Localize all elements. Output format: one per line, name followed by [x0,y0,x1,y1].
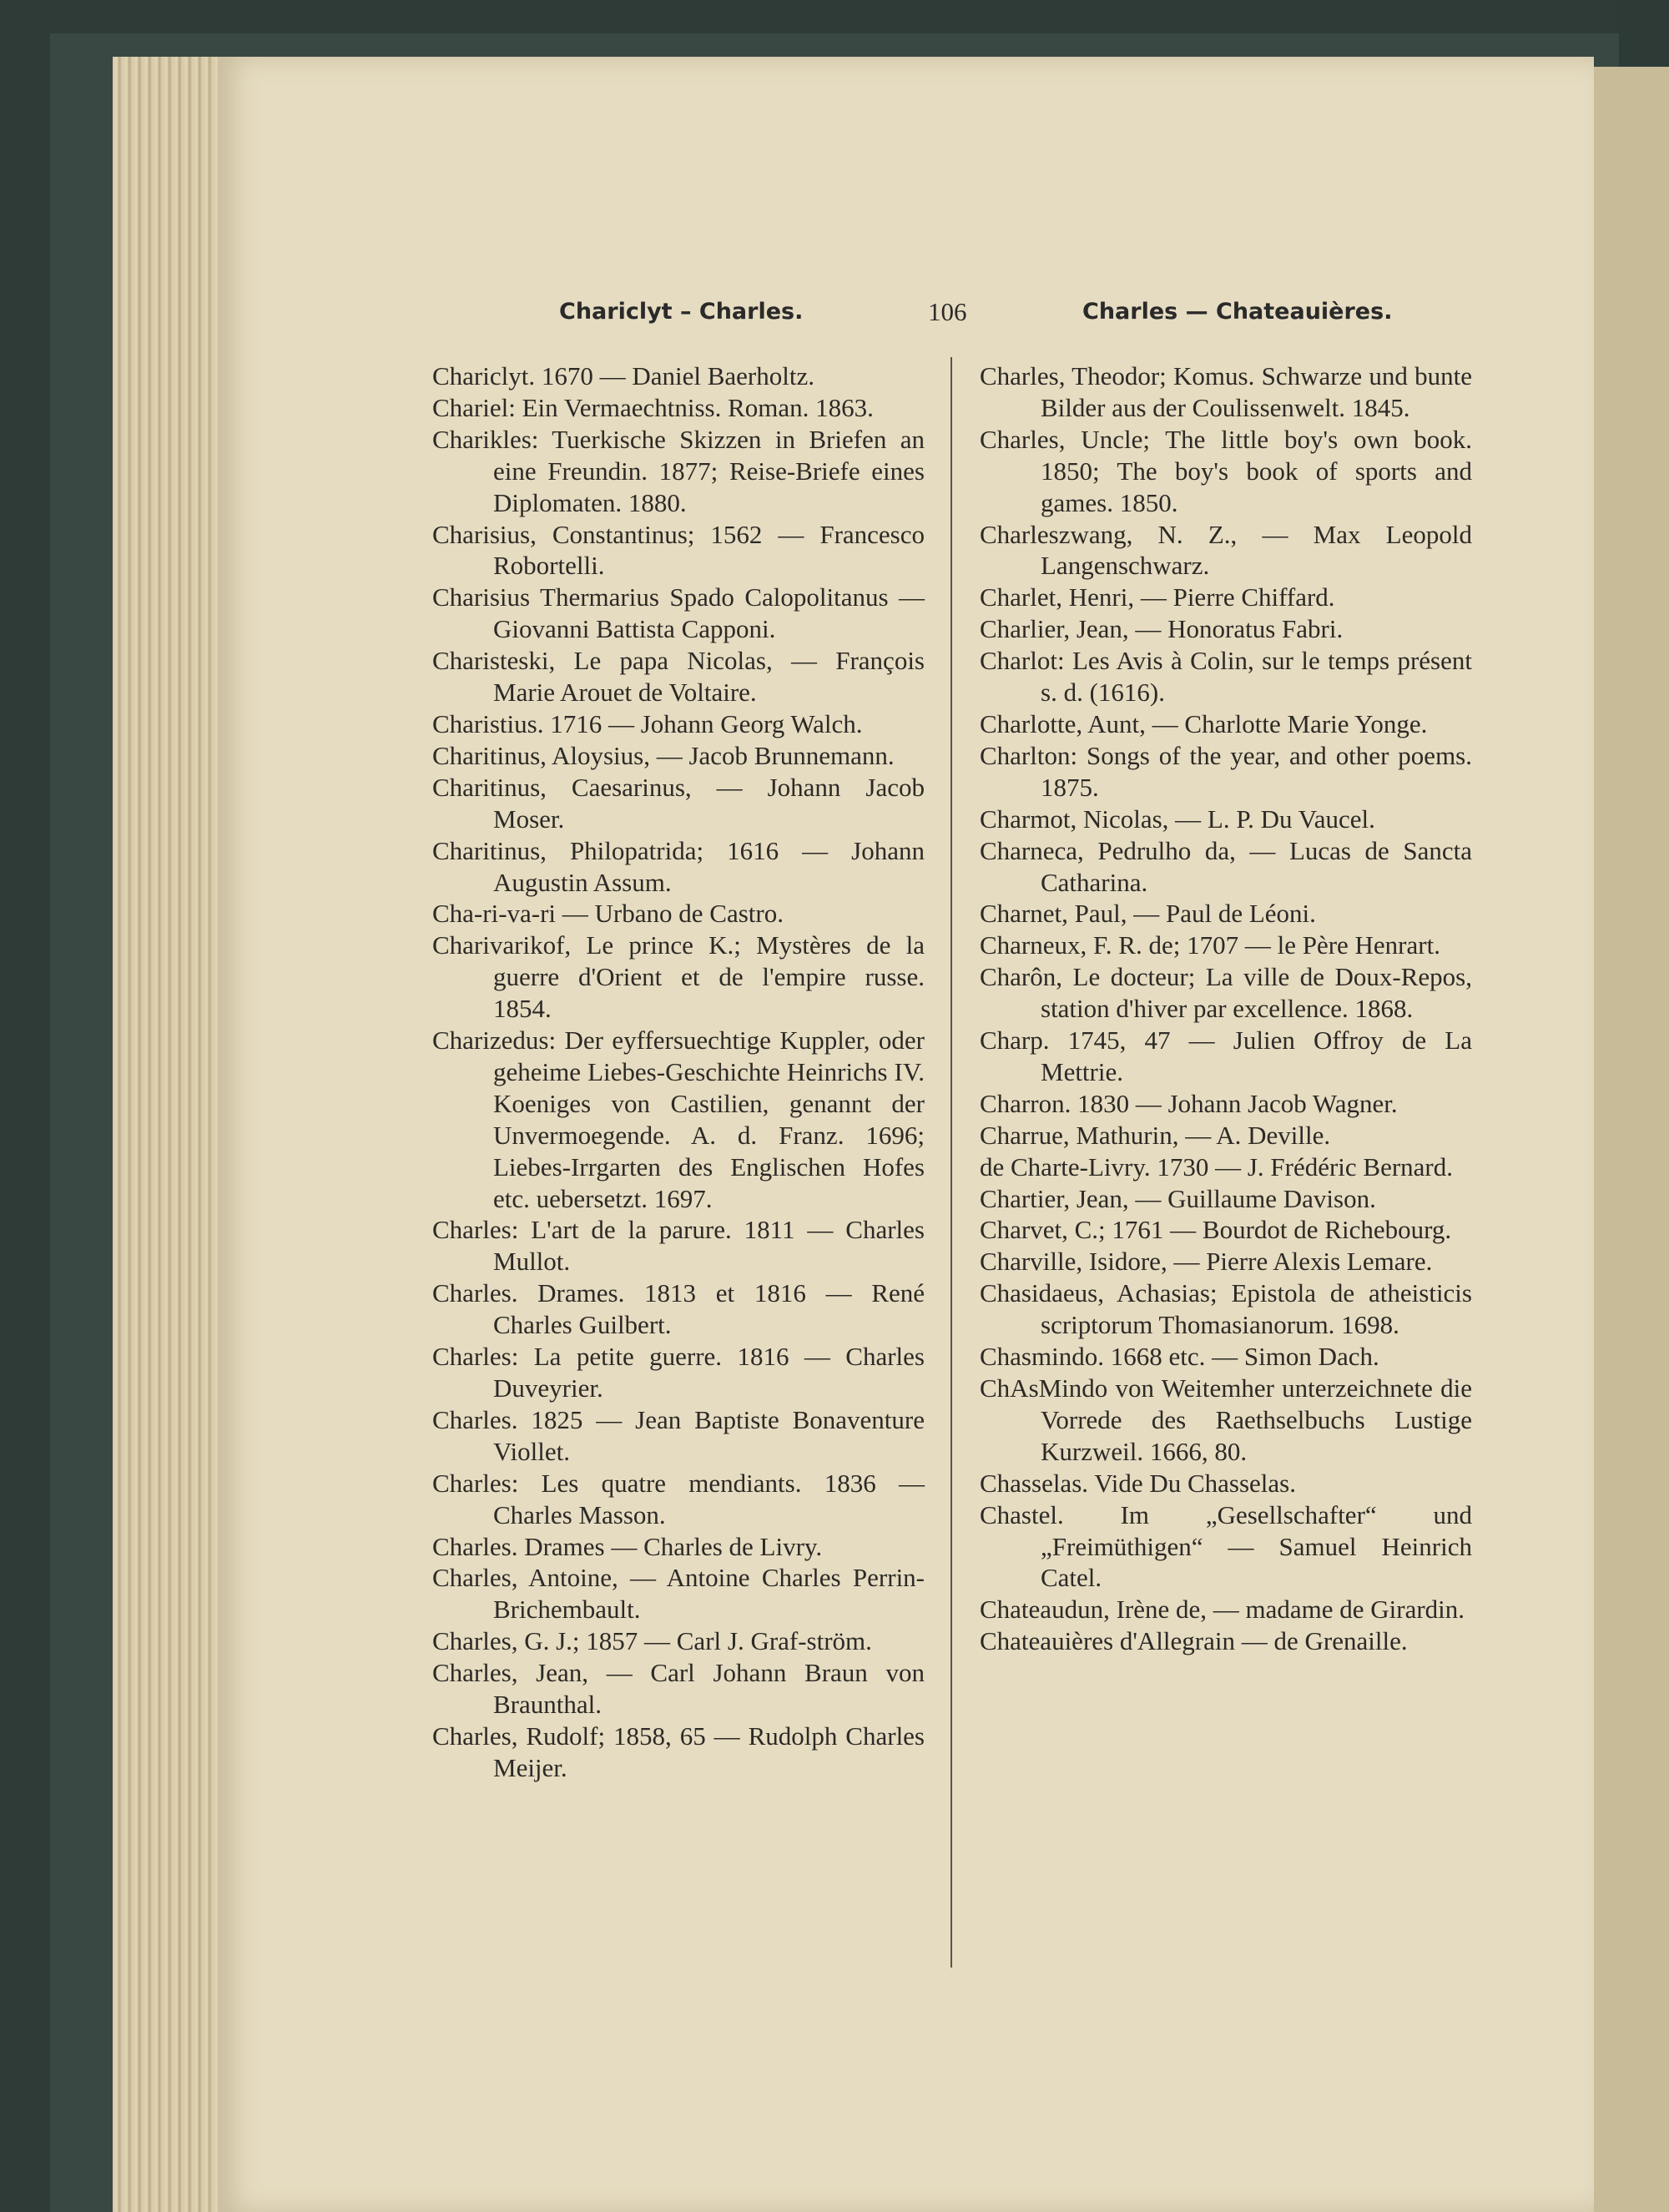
index-entry: Chateauières d'Allegrain — de Grenaille. [980,1626,1408,1656]
index-entry: Charles: Les quatre mendiants. 1836 — Charles Masson. [432,1468,925,1529]
right-column [980,360,1472,1657]
index-entry: Charistius. 1716 — Johann Georg Walch. [432,708,863,738]
index-entry: Charville, Isidore, — Pierre Alexis Lemare. [980,1247,1433,1277]
index-entry: Charlier, Jean, — Honoratus Fabri. [980,614,1344,644]
header-right: Charles — Chateauières. [1082,299,1393,325]
index-entry: Chasidaeus, Achasias; Epistola de atheisticis scriptorum Thomasianorum. 1698. [980,1278,1472,1340]
index-entry: Charitinus, Aloysius, — Jacob Brunnemann. [432,740,895,770]
index-entry: Charitinus, Philopatrida; 1616 — Johann Augustin Assum. [432,835,925,897]
index-entry: Charles, Rudolf; 1858, 65 — Rudolph Charles Meijer. [432,1721,925,1782]
index-entry: Charles: L'art de la parure. 1811 — Charles Mullot. [432,1215,925,1277]
index-entry: Charles. Drames. 1813 et 1816 — René Charles Guilbert. [432,1278,925,1340]
index-entry: Charikles: Tuerkische Skizzen in Briefen an eine Freundin. 1877; Reise-Briefe eines Diplomaten. 1880. [432,424,925,517]
index-entry: Charisius Thermarius Spado Calopolitanus — Giovanni Battista Capponi. [432,582,925,644]
index-entry: Charisius, Constantinus; 1562 — Francesco Robortelli. [432,519,925,581]
index-entry: Charneca, Pedrulho da, — Lucas de Sancta Catharina. [980,835,1472,897]
index-entry: Chasmindo. 1668 etc. — Simon Dach. [980,1342,1379,1372]
index-entry: ChAsMindo von Weitemher unterzeichnete die Vorrede des Raethselbuchs Lustige Kurzweil. 1666, 80. [980,1373,1472,1466]
index-entry: Charles, G. J.; 1857 — Carl J. Graf-ström. [432,1626,872,1656]
index-entry: Charleszwang, N. Z., — Max Leopold Langenschwarz. [980,519,1472,581]
index-entry: Charles: La petite guerre. 1816 — Charles Duveyrier. [432,1342,925,1403]
page-edges [113,57,221,2212]
index-entry: Chartier, Jean, — Guillaume Davison. [980,1183,1376,1213]
index-entry: Charitinus, Caesarinus, — Johann Jacob Moser. [432,772,925,834]
index-entry: Charisteski, Le papa Nicolas, — François Marie Arouet de Voltaire. [432,646,925,708]
header-left: Chariclyt – Charles. [559,299,804,325]
book-page [219,57,1594,2212]
index-entry: Charmot, Nicolas, — L. P. Du Vaucel. [980,804,1375,834]
index-entry: Charlotte, Aunt, — Charlotte Marie Yonge. [980,708,1428,738]
index-entry: Charles. 1825 — Jean Baptiste Bonaventure Viollet. [432,1404,925,1466]
index-entry: Charlet, Henri, — Pierre Chiffard. [980,582,1335,612]
facing-page-edge [1594,67,1669,2212]
index-entry: Charles, Theodor; Komus. Schwarze und bunte Bilder aus der Coulissenwelt. 1845. [980,361,1472,422]
index-entry: Charles, Uncle; The little boy's own book. 1850; The boy's book of sports and games. 1850. [980,424,1472,517]
index-entry: Charneux, F. R. de; 1707 — le Père Henrart. [980,930,1440,960]
index-entry: de Charte-Livry. 1730 — J. Frédéric Bernard. [980,1151,1454,1182]
index-entry: Chastel. Im „Gesellschafter“ und „Freimüthigen“ — Samuel Heinrich Catel. [980,1499,1472,1593]
index-entry: Charnet, Paul, — Paul de Léoni. [980,899,1316,929]
index-entry: Chariclyt. 1670 — Daniel Baerholtz. [432,361,814,391]
index-entry: Charrue, Mathurin, — A. Deville. [980,1120,1331,1150]
index-entry: Charp. 1745, 47 — Julien Offroy de La Mettrie. [980,1025,1472,1086]
index-entry: Charizedus: Der eyffersuechtige Kuppler, oder geheime Liebes-Geschichte Heinrichs IV. Koeniges von Castilien, genannt der Unvermoegende. A. d. Franz. 1696; Liebes-Irrgarten des Englischen Hofes etc. uebersetzt. 1697. [432,1025,925,1213]
running-header [219,299,1594,332]
index-entry: Charles, Antoine, — Antoine Charles Perrin-Brichembault. [432,1563,925,1625]
column-divider [950,357,952,1968]
index-entry: Charles, Jean, — Carl Johann Braun von Braunthal. [432,1658,925,1720]
page-number: 106 [928,297,967,326]
index-entry: Chariel: Ein Vermaechtniss. Roman. 1863. [432,392,874,422]
left-column [432,360,925,1784]
index-entry: Charlot: Les Avis à Colin, sur le temps présent s. d. (1616). [980,646,1472,708]
index-entry: Chateaudun, Irène de, — madame de Girardin. [980,1595,1465,1625]
index-entry: Charôn, Le docteur; La ville de Doux-Repos, station d'hiver par excellence. 1868. [980,962,1472,1024]
index-entry: Charivarikof, Le prince K.; Mystères de la guerre d'Orient et de l'empire russe. 1854. [432,930,925,1024]
index-entry: Charvet, C.; 1761 — Bourdot de Richebourg. [980,1215,1452,1245]
index-entry: Charlton: Songs of the year, and other poems. 1875. [980,740,1472,802]
index-entry: Chasselas. Vide Du Chasselas. [980,1468,1296,1498]
index-entry: Charron. 1830 — Johann Jacob Wagner. [980,1088,1398,1118]
index-entry: Cha-ri-va-ri — Urbano de Castro. [432,899,784,929]
index-entry: Charles. Drames — Charles de Livry. [432,1531,823,1561]
